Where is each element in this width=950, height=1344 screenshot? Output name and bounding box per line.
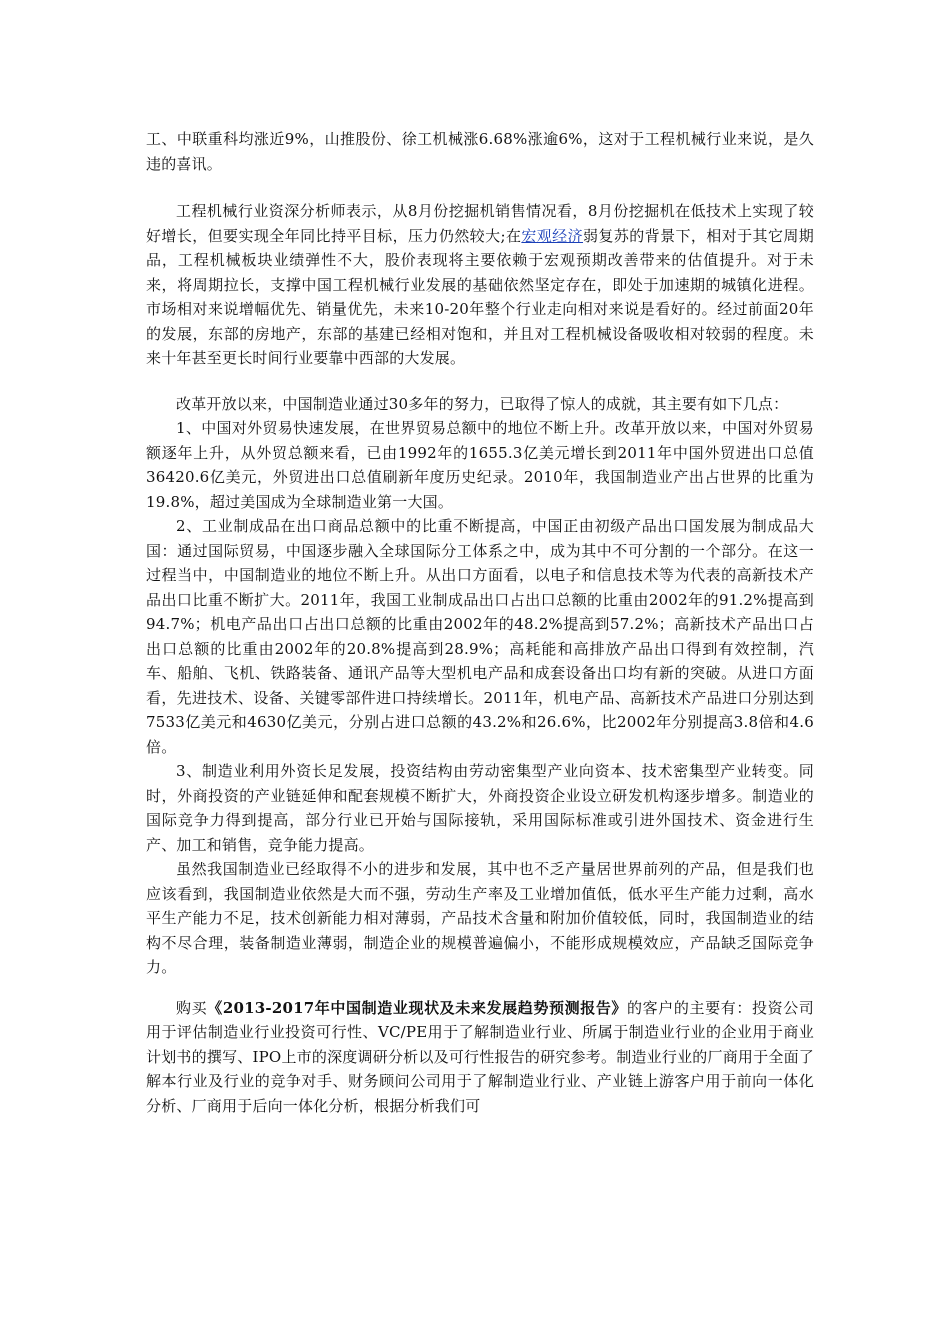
paragraph-reform-intro: 改革开放以来，中国制造业通过30多年的努力，已取得了惊人的成就，其主要有如下几点： (176, 394, 789, 413)
paragraph-analyst-view (146, 199, 814, 371)
report-customers-text-a: 购买 (176, 998, 208, 1017)
report-title: 《2013-2017年中国制造业现状及未来发展趋势预测报告》 (207, 998, 628, 1017)
paragraph-point-2: 2、工业制成品在出口商品总额中的比重不断提高，中国正由初级产品出口国发展为制成品大国：通过国际贸易，中国逐步融入全球国际分工体系之中，成为其中不可分割的一个部分。在这一过程当中，中国制造业的地位不断上升。从出口方面看，以电子和信息技术等为代表的高新技术产品出口比重不断扩大。2011年，我国工业制成品出口占出口总额的比重由2002年的91.2%提高到94.7%；机电产品出口占出口总额的比重由2002年的48.2%提高到57.2%；高新技术产品出口占出口总额的比重由2002年的20.8%提高到28.9%；高耗能和高排放产品出口得到有效控制，汽车、船舶、飞机、铁路装备、通讯产品等大型机电产品和成套设备出口均有新的突破。从进口方面看，先进技术、设备、关键零部件进口持续增长。2011年，机电产品、高新技术产品进口分别达到7533亿美元和4630亿美元，分别占进口总额的43.2%和26.6%，比2002年分别提高3.8倍和4.6倍。 (146, 517, 814, 756)
paragraph-stock-gains: 工、中联重科均涨近9%，山推股份、徐工机械涨6.68%涨逾6%，这对于工程机械行业来说，是久违的喜讯。 (146, 130, 814, 173)
article-body (146, 127, 814, 1118)
paragraph-weaknesses: 虽然我国制造业已经取得不小的进步和发展，其中也不乏产量居世界前列的产品，但是我们也应该看到，我国制造业依然是大而不强，劳动生产率及工业增加值低，低水平生产能力过剩，高水平生产能力不足，技术创新能力相对薄弱，产品技术含量和附加价值较低，同时，我国制造业的结构不尽合理，装备制造业薄弱，制造企业的规模普遍偏小，不能形成规模效应，产品缺乏国际竞争力。 (146, 860, 814, 976)
macro-economy-link[interactable]: 宏观经济 (521, 226, 584, 245)
paragraph-point-1: 1、中国对外贸易快速发展，在世界贸易总额中的地位不断上升。改革开放以来，中国对外贸易额逐年上升，从外贸总额来看，已由1992年的1655.3亿美元增长到2011年中国外贸进出口总值36420.6亿美元，外贸进出口总值刷新年度历史纪录。2010年，我国制造业产出占世界的比重为19.8%，超过美国成为全球制造业第一大国。 (146, 419, 814, 511)
analyst-view-text-a: 工程机械行业资深分析师表示，从8月份挖掘机销售情况看，8月份挖掘机在低技术上实现了较好增长，但要实现全年同比持平目标，压力仍然较大;在 (146, 202, 814, 245)
report-customers-text-b: 的客户的主要有：投资公司用于评估制造业行业投资可行性、VC/PE用于了解制造业行业、所属于制造业行业的企业用于商业计划书的撰写、IPO上市的深度调研分析以及可行性报告的研究参考。制造业行业的厂商用于全面了解本行业及行业的竞争对手、财务顾问公司用于了解制造业行业、产业链上游客户用于前向一体化分析、厂商用于后向一体化分析，根据分析我们可 (146, 998, 814, 1115)
paragraph-report-customers (146, 996, 814, 1119)
paragraph-point-3: 3、制造业利用外资长足发展，投资结构由劳动密集型产业向资本、技术密集型产业转变。同时，外商投资的产业链延伸和配套规模不断扩大，外商投资企业设立研发机构逐步增多。制造业的国际竞争力得到提高，部分行业已开始与国际接轨，采用国际标准或引进外国技术、资金进行生产、加工和销售，竞争能力提高。 (146, 762, 814, 854)
analyst-view-text-b: 弱复苏的背景下，相对于其它周期品，工程机械板块业绩弹性不大，股价表现将主要依赖于宏观预期改善带来的估值提升。对于未来，将周期拉长，支撑中国工程机械行业发展的基础依然坚定存在，即处于加速期的城镇化进程。市场相对来说增幅优先、销量优先，未来10-20年整个行业走向相对来说是看好的。经过前面20年的发展，东部的房地产，东部的基建已经相对饱和，并且对工程机械设备吸收相对较弱的程度。未来十年甚至更长时间行业要靠中西部的大发展。 (146, 226, 814, 367)
